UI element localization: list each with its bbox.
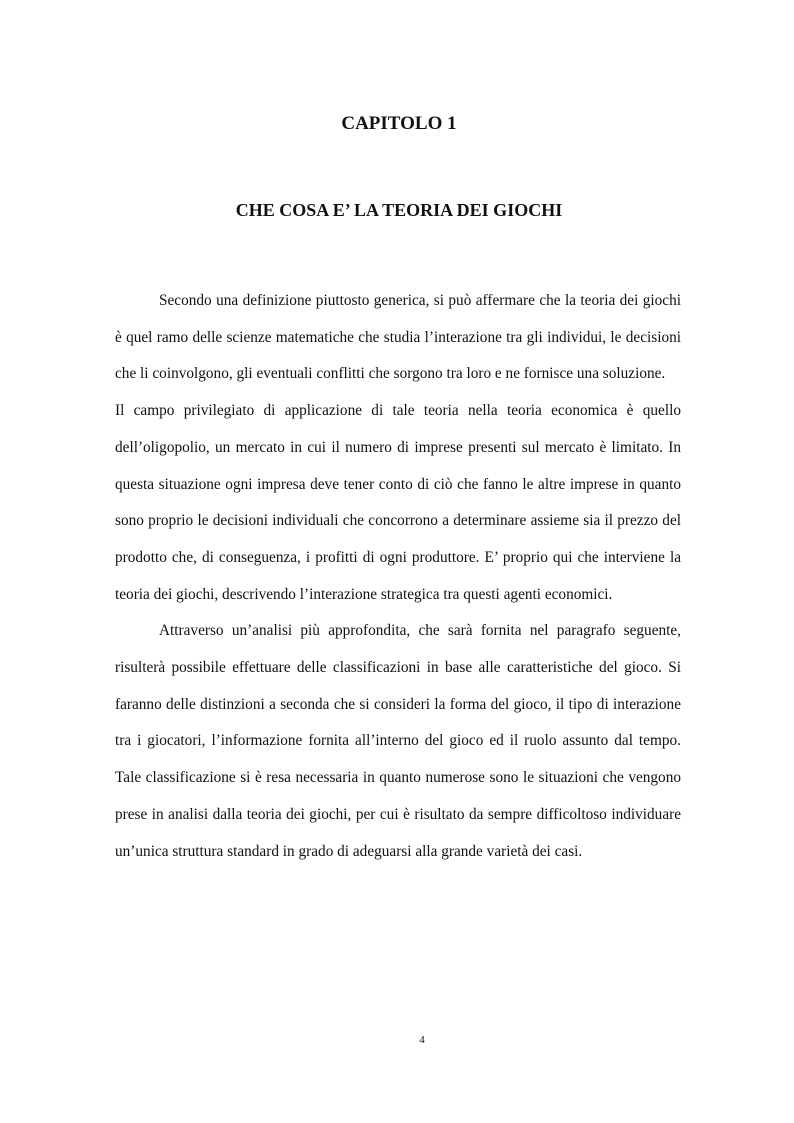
chapter-label: CAPITOLO 1 [341, 113, 457, 134]
paragraph-2: Il campo privilegiato di applicazione di tale teoria nella teoria economica è quello dell’oligopolio, un mercato in cui il numero di imprese presenti sul mercato è limitato. In questa situazione ogni impresa deve tener conto di ciò che fanno le altre imprese in quanto sono proprio le decisioni individuali che concorrono a determinare assieme sia il prezzo del prodotto che, di conseguenza, i profitti di ogni produttore. E’ proprio qui che interviene la teoria dei giochi, descrivendo l’interazione strategica tra questi agenti economici. [115, 402, 681, 603]
body-text [115, 283, 681, 870]
paragraph-3: Attraverso un’analisi più approfondita, che sarà fornita nel paragrafo seguente, risulterà possibile effettuare delle classificazioni in base alle caratteristiche del gioco. Si faranno delle distinzioni a seconda che si consideri la forma del gioco, il tipo di interazione tra i giocatori, l’informazione fornita all’interno del gioco ed il ruolo assunto dal tempo. Tale classificazione si è resa necessaria in quanto numerose sono le situazioni che vengono prese in analisi dalla teoria dei giochi, per cui è risultato da sempre difficoltoso individuare un’unica struttura standard in grado di adeguarsi alla grande varietà dei casi. [115, 622, 681, 860]
page-number: 4 [419, 1034, 425, 1046]
chapter-title: CHE COSA E’ LA TEORIA DEI GIOCHI [235, 200, 563, 220]
paragraph-1: Secondo una definizione piuttosto generica, si può affermare che la teoria dei giochi è quel ramo delle scienze matematiche che studia l’interazione tra gli individui, le decisioni che li coinvolgono, gli eventuali conflitti che sorgono tra loro e ne fornisce una soluzione. [115, 292, 681, 383]
